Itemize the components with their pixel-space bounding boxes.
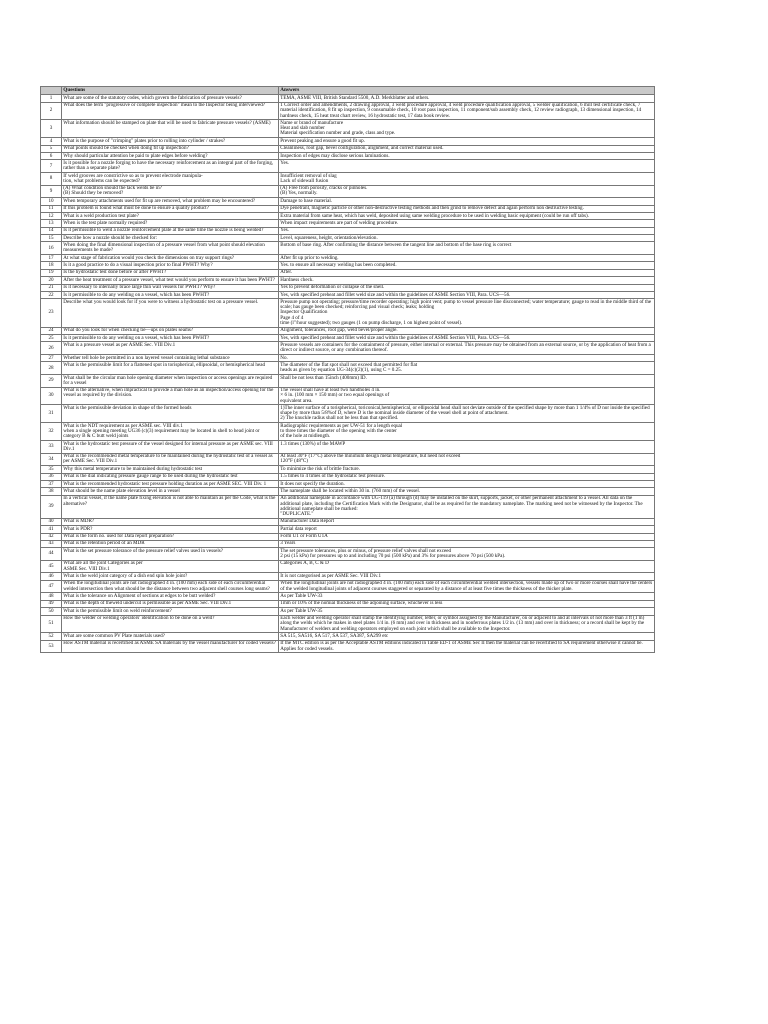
answer-cell: Cleanliness, root gap, bevel configuration, alignment, and correct material used. — [279, 145, 655, 152]
table-row — [41, 540, 655, 547]
question-cell: What is the form no. used for Data report preparation? — [62, 533, 279, 540]
question-cell: How the welder or welding operators' identification to be done on a weld? — [62, 615, 279, 633]
answer-cell: Pressure pump not operating; pressure/time recorder operating; high point vent; pump to vessel pressure line disconnected; water temperature; gauge to read in the middle third of the scale; has gauge been checked; reinforcing pad visual check; leaks; holding Inspector Qualification Page 4 of 4 time (l"/hour suggested); two gauges (1 on pump discharge, 1 on highest point of vessel). — [279, 299, 655, 327]
question-cell: Describe what you would look for if you were to witness a hydrostatic test on a pressure vessel. — [62, 299, 279, 327]
question-cell: Whether tell hole be permitted in a non layered vessel containing lethal substance — [62, 355, 279, 362]
question-cell: Is it permissible to do any welding on a vessel, which has been PWHT? — [62, 292, 279, 299]
answer-cell: As per Table UW-33 — [279, 593, 655, 600]
answer-cell: SA 515, SA516, SA 517, SA 537, SA387, SA299 etc — [279, 633, 655, 640]
row-number: 4 — [41, 138, 62, 145]
table-row — [41, 299, 655, 327]
answer-cell: At least 30°F (17°C) above the minimum design metal temperature, but need not exceed 120°F (48°C) — [279, 453, 655, 466]
row-number: 35 — [41, 466, 62, 473]
row-number: 34 — [41, 453, 62, 466]
question-cell: What is a pressure vessel as per ASME Sec. VIII Div.1 — [62, 342, 279, 355]
row-number: 46 — [41, 573, 62, 580]
table-row — [41, 355, 655, 362]
row-number: 3 — [41, 120, 62, 138]
answer-cell: To minimize the risk of brittle fracture. — [279, 466, 655, 473]
question-cell: What is the depth of theweld undercut is permissible as per ASME Sec. VIII Div.1 — [62, 600, 279, 607]
table-row — [41, 284, 655, 291]
table-row — [41, 172, 655, 185]
header-number — [41, 87, 62, 95]
table-row — [41, 198, 655, 205]
table-row — [41, 518, 655, 525]
question-cell: After the heat treatment of a pressure vessel, what test would you perform to ensure it has been PWHT? — [62, 277, 279, 284]
row-number: 27 — [41, 355, 62, 362]
table-row — [41, 292, 655, 299]
row-number: 15 — [41, 235, 62, 242]
answer-cell: 1 Correct order and amendments, 2 drawing approval, 3 weld procedure approval, 4 weld procedure qualification approval, 5 welder qualification, 6 mill test certificate check, 7 material identification, 8 fit up inspection, 9 consumable check, 10 root pass inspection, 11 component/sub assembly check, 12 review radiograph, 13 dimensional inspection, 14 hardness check, 15 heat treat chart review, 16 hydrostatic test, 17 data book review. — [279, 102, 655, 120]
question-cell: Is it a good practice to do a visual inspection prior to final PWHT? Why? — [62, 262, 279, 269]
table-row — [41, 480, 655, 487]
row-number: 23 — [41, 299, 62, 327]
row-number: 32 — [41, 423, 62, 441]
row-number: 8 — [41, 172, 62, 185]
table-row — [41, 440, 655, 453]
answer-cell: Pressure vessels are containers for the containment of pressure, either internal or external. This pressure may be obtained from an external source, or by the application of heat from a direct or indirect source, or any combination thereof. — [279, 342, 655, 355]
table-row — [41, 242, 655, 255]
table-row — [41, 362, 655, 375]
row-number: 13 — [41, 220, 62, 227]
table-row — [41, 548, 655, 561]
answer-cell: Shall be not less than 15inch (400mm) ID. — [279, 374, 655, 387]
row-number: 7 — [41, 160, 62, 173]
question-cell: Is it possible for a nozzle forging to have the necessary reinforcement as an integral part of the forging, rather than a separate plate? — [62, 160, 279, 173]
question-cell: Describe how a nozzle should be checked for: — [62, 235, 279, 242]
question-cell: What are some of the statutory codes, which govern the fabrication of pressure vessels? — [62, 95, 279, 102]
row-number: 25 — [41, 335, 62, 342]
table-row — [41, 277, 655, 284]
table-body — [41, 95, 655, 653]
header-row — [41, 87, 655, 95]
question-cell: What should be the name plate elevation level in a vessel — [62, 488, 279, 495]
question-cell: How ASTM material is recertified as ASME SA materials by the vessel manufacturer for coded vessels? — [62, 640, 279, 653]
table-row — [41, 526, 655, 533]
table-row — [41, 593, 655, 600]
spreadsheet — [40, 86, 654, 653]
question-cell: What is the permissible limit on weld reinforcement? — [62, 608, 279, 615]
answer-cell: Damage to base material. — [279, 198, 655, 205]
row-number: 22 — [41, 292, 62, 299]
table-row — [41, 495, 655, 518]
row-number: 5 — [41, 145, 62, 152]
table-row — [41, 120, 655, 138]
row-number: 2 — [41, 102, 62, 120]
question-cell: What is the permissible limit for a flattened spot in torispherical, ellipsoidal, or hemispherical head — [62, 362, 279, 375]
table-row — [41, 608, 655, 615]
answer-cell: (A) Free from porosity, cracks or pinholes. (B) Yes, normally. — [279, 185, 655, 198]
answer-cell: The set pressure tolerances, plus or minus, of pressure relief valves shall not exceed 2 psi (15 kPa) for pressures up to and including 70 psi (500 kPa) and 3% for pressures above 70 psi (500 kPa). — [279, 548, 655, 561]
question-cell: If this problem is found what must be done to ensure a quality product? — [62, 205, 279, 212]
answer-cell: After. — [279, 269, 655, 276]
question-cell: Why should particular attention be paid to plate edges before welding? — [62, 152, 279, 159]
answer-cell: If the MTC edition is as per the Acceptable ASTM editions indicated in Table ED-1 of ASME Sec II then the material can be recertified to SA requirement otherwise it cannot be. Applies for coded vessels. — [279, 640, 655, 653]
answer-cell: After fit up prior to welding. — [279, 255, 655, 262]
question-cell: What information should be stamped on plate that will be used to fabricate pressure vessels? (ASME) — [62, 120, 279, 138]
question-cell: When is the test plate normally required? — [62, 220, 279, 227]
answer-cell: 1.3 times (130%) of the MAWP — [279, 440, 655, 453]
answer-cell: The diameter of the flat spot shall not exceed that permitted for flat heads as given by equation UG-34(c)(2)(1), using C = 0.25. — [279, 362, 655, 375]
table-row — [41, 152, 655, 159]
row-number: 47 — [41, 580, 62, 593]
question-cell: What do you look for when checking tie—ups on plates seams? — [62, 327, 279, 334]
answer-cell: Level, squareness, height, orientation/elevation. — [279, 235, 655, 242]
table-row — [41, 220, 655, 227]
question-cell: What is the permissible deviation in shape of the formed heads — [62, 405, 279, 423]
row-number: 19 — [41, 269, 62, 276]
answer-cell: Partial data report — [279, 526, 655, 533]
answer-cell: Yes. to ensure all necessary welding has been completed. — [279, 262, 655, 269]
answer-cell: Categories A, B, C & D — [279, 560, 655, 573]
question-cell: What is the hydrostatic test pressure of the vessel designed for internal pressure as per ASME sec. VIII Div.1 — [62, 440, 279, 453]
table-row — [41, 633, 655, 640]
table-row — [41, 488, 655, 495]
row-number: 28 — [41, 362, 62, 375]
row-number: 29 — [41, 374, 62, 387]
table-row — [41, 374, 655, 387]
table-row — [41, 205, 655, 212]
table-row — [41, 387, 655, 405]
table-row — [41, 615, 655, 633]
question-cell: What is the dial indicating pressure gauge range to be used during the hydrostatic test — [62, 473, 279, 480]
question-cell: (A) What condition should the tack welds be in? (B) Should they be removed? — [62, 185, 279, 198]
row-number: 24 — [41, 327, 62, 334]
row-number: 44 — [41, 548, 62, 561]
table-row — [41, 473, 655, 480]
answer-cell: 1.5 times to 4 times of the hydrostatic test pressure. — [279, 473, 655, 480]
question-cell: Why this metal temperature to be maintained during hydrostatic test — [62, 466, 279, 473]
question-cell: Is the hydrostatic test done before or after PWHT? — [62, 269, 279, 276]
question-cell: What shall be the circular man hole opening diameter when inspection or access openings are required for a vessel — [62, 374, 279, 387]
row-number: 16 — [41, 242, 62, 255]
answer-cell: When impact requirements are part of welding procedure. — [279, 220, 655, 227]
answer-cell: The nameplate shall be located within 30 in. (760 mm) of the vessel. — [279, 488, 655, 495]
row-number: 42 — [41, 533, 62, 540]
row-number: 30 — [41, 387, 62, 405]
question-cell: What are all the joint Categories as per ASME Sec. VIII Div.1 — [62, 560, 279, 573]
answer-cell: Inspection of edges may disclose serious laminations. — [279, 152, 655, 159]
row-number: 53 — [41, 640, 62, 653]
row-number: 12 — [41, 212, 62, 219]
row-number: 11 — [41, 205, 62, 212]
answer-cell: 1)The inner surface of a torispherical, toriconical,hemispherical, or ellipsoidal head shall not deviate outside of the specified shape by more than 1 1/4% of D nor inside the specified shape by more than 5/8%of D, where D is the nominal inside diameter of the vessel shell at point of attachment. 2) The knuckle radius shall not be less than that specified. — [279, 405, 655, 423]
row-number: 31 — [41, 405, 62, 423]
table-row — [41, 466, 655, 473]
answer-cell: TEMA, ASME VIII, British Standard 5500, A.D. Merkblatter and others. — [279, 95, 655, 102]
answer-cell: Name or brand of manufacture Heat and slab number Material specification number and grade, class and type. — [279, 120, 655, 138]
answer-cell: Bottom of base ring. After confirming the distance between the tangent line and bottom of the base ring is correct — [279, 242, 655, 255]
question-cell: What is PDR? — [62, 526, 279, 533]
answer-cell: When the longitudinal joints are not radiographed 4 in. (100 mm) each side of each circumferential welded intersection, vessels made up of two or more courses shall have the centers of the welded longitudinal joints of adjacent courses staggered or separated by a distance of at least five times the thickness of the thicker plate. — [279, 580, 655, 593]
table-row — [41, 160, 655, 173]
answer-cell: Yes. — [279, 227, 655, 234]
row-number: 52 — [41, 633, 62, 640]
answer-cell: Dye penetrant, magnetic particle or other non-destructive testing methods and then grind to remove defect and again perform non destructive testing. — [279, 205, 655, 212]
table-row — [41, 102, 655, 120]
row-number: 36 — [41, 473, 62, 480]
header-answers: Answers — [279, 87, 655, 95]
answer-cell: Radiographic requirements as per UW-51 for a length equal to three times the diameter of the opening with the center of the hole at midlength. — [279, 423, 655, 441]
table-row — [41, 600, 655, 607]
row-number: 1 — [41, 95, 62, 102]
answer-cell: Hardness check. — [279, 277, 655, 284]
question-cell: When the longitudinal joints are not radiographed 4 in. (100 mm) each side of each circumferential welded intersection then what should be the distance between two adjacent shell courses long seams? — [62, 580, 279, 593]
answer-cell: An additional nameplate in accordance with UG-119 (a) through (d) may be installed on the skirt, supports, jacket, or other permanent attachment to a vessel. All data on the additional plate, including the Certification Mark with the Designator, shall be as required for the mandatory nameplate. The marking need not be witnessed by the Inspector. The additional nameplate shall be marked: "DUPLICATE." — [279, 495, 655, 518]
question-cell: In a vertical vessel, if the name plate fixing elevation is not able to maintain as per the Code, what is the alternative? — [62, 495, 279, 518]
answer-cell: Yes, with specified preheat and fillet weld size and within the guidelines of ASME Section VIII, Para. UCS—56. — [279, 335, 655, 342]
row-number: 50 — [41, 608, 62, 615]
row-number: 10 — [41, 198, 62, 205]
header-questions: Questions — [62, 87, 279, 95]
table-row — [41, 453, 655, 466]
answer-cell: 3 Years — [279, 540, 655, 547]
question-cell: If weld grooves are constrictive so as to prevent electrode manipula- tion, what problems can be expected? — [62, 172, 279, 185]
table-row — [41, 560, 655, 573]
table-row — [41, 145, 655, 152]
table-row — [41, 335, 655, 342]
question-cell: What is MDR? — [62, 518, 279, 525]
question-cell: Is it necessary to internally brace large thin wall vessels for PWHT? Why? — [62, 284, 279, 291]
table-row — [41, 212, 655, 219]
answer-cell: Manufacturer Data Report — [279, 518, 655, 525]
table-row — [41, 235, 655, 242]
question-cell: When doing the final dimensional inspection of a pressure vessel from what point should elevation measurements be made? — [62, 242, 279, 255]
question-cell: What are some common PV Plate materials used? — [62, 633, 279, 640]
answer-cell: Yes, with specified preheat and fillet weld size and within the guidelines of ASME Section VIII, Para. UCS—56. — [279, 292, 655, 299]
row-number: 20 — [41, 277, 62, 284]
table-row — [41, 405, 655, 423]
question-cell: Is it permissible to do any welding on a vessel, which has been PWHT? — [62, 335, 279, 342]
row-number: 51 — [41, 615, 62, 633]
answer-cell: It does not specify the duration. — [279, 480, 655, 487]
answer-cell: 1mm or 10% of the nomial thickness of the adjoining surface, whichever is less — [279, 600, 655, 607]
table-row — [41, 185, 655, 198]
question-cell: What is the recommended metal temperature to be maintained during the hydrostatic test of a vessel as per ASME Sec. VIII Div.1 — [62, 453, 279, 466]
question-cell: What is the purpose of "crimping" plates prior to rolling into cylinder / strakes? — [62, 138, 279, 145]
row-number: 17 — [41, 255, 62, 262]
answer-cell: Prevent peaking and ensure a good fit up. — [279, 138, 655, 145]
table-row — [41, 269, 655, 276]
row-number: 41 — [41, 526, 62, 533]
answer-cell: Insufficient removal of slag Lack of sidewall fusion — [279, 172, 655, 185]
table-row — [41, 580, 655, 593]
row-number: 49 — [41, 600, 62, 607]
row-number: 33 — [41, 440, 62, 453]
question-cell: What is the alternative, when impractical to provide a man hole as an inspection/access opening for the vessel as required by the division. — [62, 387, 279, 405]
answer-cell: Extra material from same heat, which has weld, deposited using same welding procedure to be used in welding basic equipment (could be run off tabs). — [279, 212, 655, 219]
table-row — [41, 255, 655, 262]
row-number: 6 — [41, 152, 62, 159]
question-cell: What does the term "progressive or complete inspection" mean to the Inspector being interviewed? — [62, 102, 279, 120]
row-number: 21 — [41, 284, 62, 291]
table-row — [41, 95, 655, 102]
question-cell: What is the tolerance on Alignment of sections at edges to be butt welded? — [62, 593, 279, 600]
row-number: 43 — [41, 540, 62, 547]
table-row — [41, 327, 655, 334]
row-number: 26 — [41, 342, 62, 355]
table-row — [41, 227, 655, 234]
question-cell: What is the retention period of an MDR — [62, 540, 279, 547]
row-number: 40 — [41, 518, 62, 525]
table-row — [41, 262, 655, 269]
row-number: 18 — [41, 262, 62, 269]
row-number: 37 — [41, 480, 62, 487]
question-cell: Is it permissible to weld a nozzle reinforcement plate at the same time the nozzle is being welded? — [62, 227, 279, 234]
table-row — [41, 640, 655, 653]
answer-cell: No. — [279, 355, 655, 362]
qa-table — [40, 86, 655, 653]
table-row — [41, 342, 655, 355]
answer-cell: Yes. — [279, 160, 655, 173]
row-number: 14 — [41, 227, 62, 234]
table-row — [41, 423, 655, 441]
row-number: 39 — [41, 495, 62, 518]
answer-cell: It is not categorised as per ASME Sec. VIII Div.1 — [279, 573, 655, 580]
question-cell: What is the set pressure tolerance of the pressure relief valves used in vessels? — [62, 548, 279, 561]
row-number: 9 — [41, 185, 62, 198]
answer-cell: As per Table UW-35 — [279, 608, 655, 615]
table-row — [41, 138, 655, 145]
question-cell: What is the weld joint category of a dish end spin hole joint? — [62, 573, 279, 580]
answer-cell: Form U1 or Form U1A — [279, 533, 655, 540]
question-cell: What is the recommended hydrostatic test pressure holding duration as per ASME SEC. VIII Div. 1 — [62, 480, 279, 487]
row-number: 38 — [41, 488, 62, 495]
question-cell: At what stage of fabrication would you check the dimensions on tray support rings? — [62, 255, 279, 262]
question-cell: When temporary attachments used for fit up are removed, what problem may be encountered? — [62, 198, 279, 205]
answer-cell: The vessel shall have at least two handholes 4 in. × 6 in. (100 mm × 150 mm) or two equal openings of equivalent area. — [279, 387, 655, 405]
question-cell: What points should be checked when doing fit up inspection? — [62, 145, 279, 152]
answer-cell: Each welder and welding operator shall stamp the identifying number, letter, or symbol assigned by the Manufacturer, on or adjacent to and at intervals of not more than 3 ft (1 m) along the welds which he makes in steel plates 1/4 in. (6 mm) and over in thickness and in nonferrous plates 1/2 in. (13 mm) and over in thickness; or a record shall be kept by the Manufacturer of welders and welding operators employed on each joint which shall be available to the Inspector. — [279, 615, 655, 633]
table-row — [41, 533, 655, 540]
table-row — [41, 573, 655, 580]
answer-cell: Alignment, tolerances, root gap, weld bevel/proper angle. — [279, 327, 655, 334]
question-cell: What is the NDT requirement as per ASME sec. VIII div.1 when a single opening meeting UG36 (c)(3) requirement may be located in shell to head joint or category B & C butt weld joints — [62, 423, 279, 441]
row-number: 45 — [41, 560, 62, 573]
question-cell: What is a weld production test plate? — [62, 212, 279, 219]
row-number: 48 — [41, 593, 62, 600]
answer-cell: Yes to prevent deformation or collapse of the shell. — [279, 284, 655, 291]
